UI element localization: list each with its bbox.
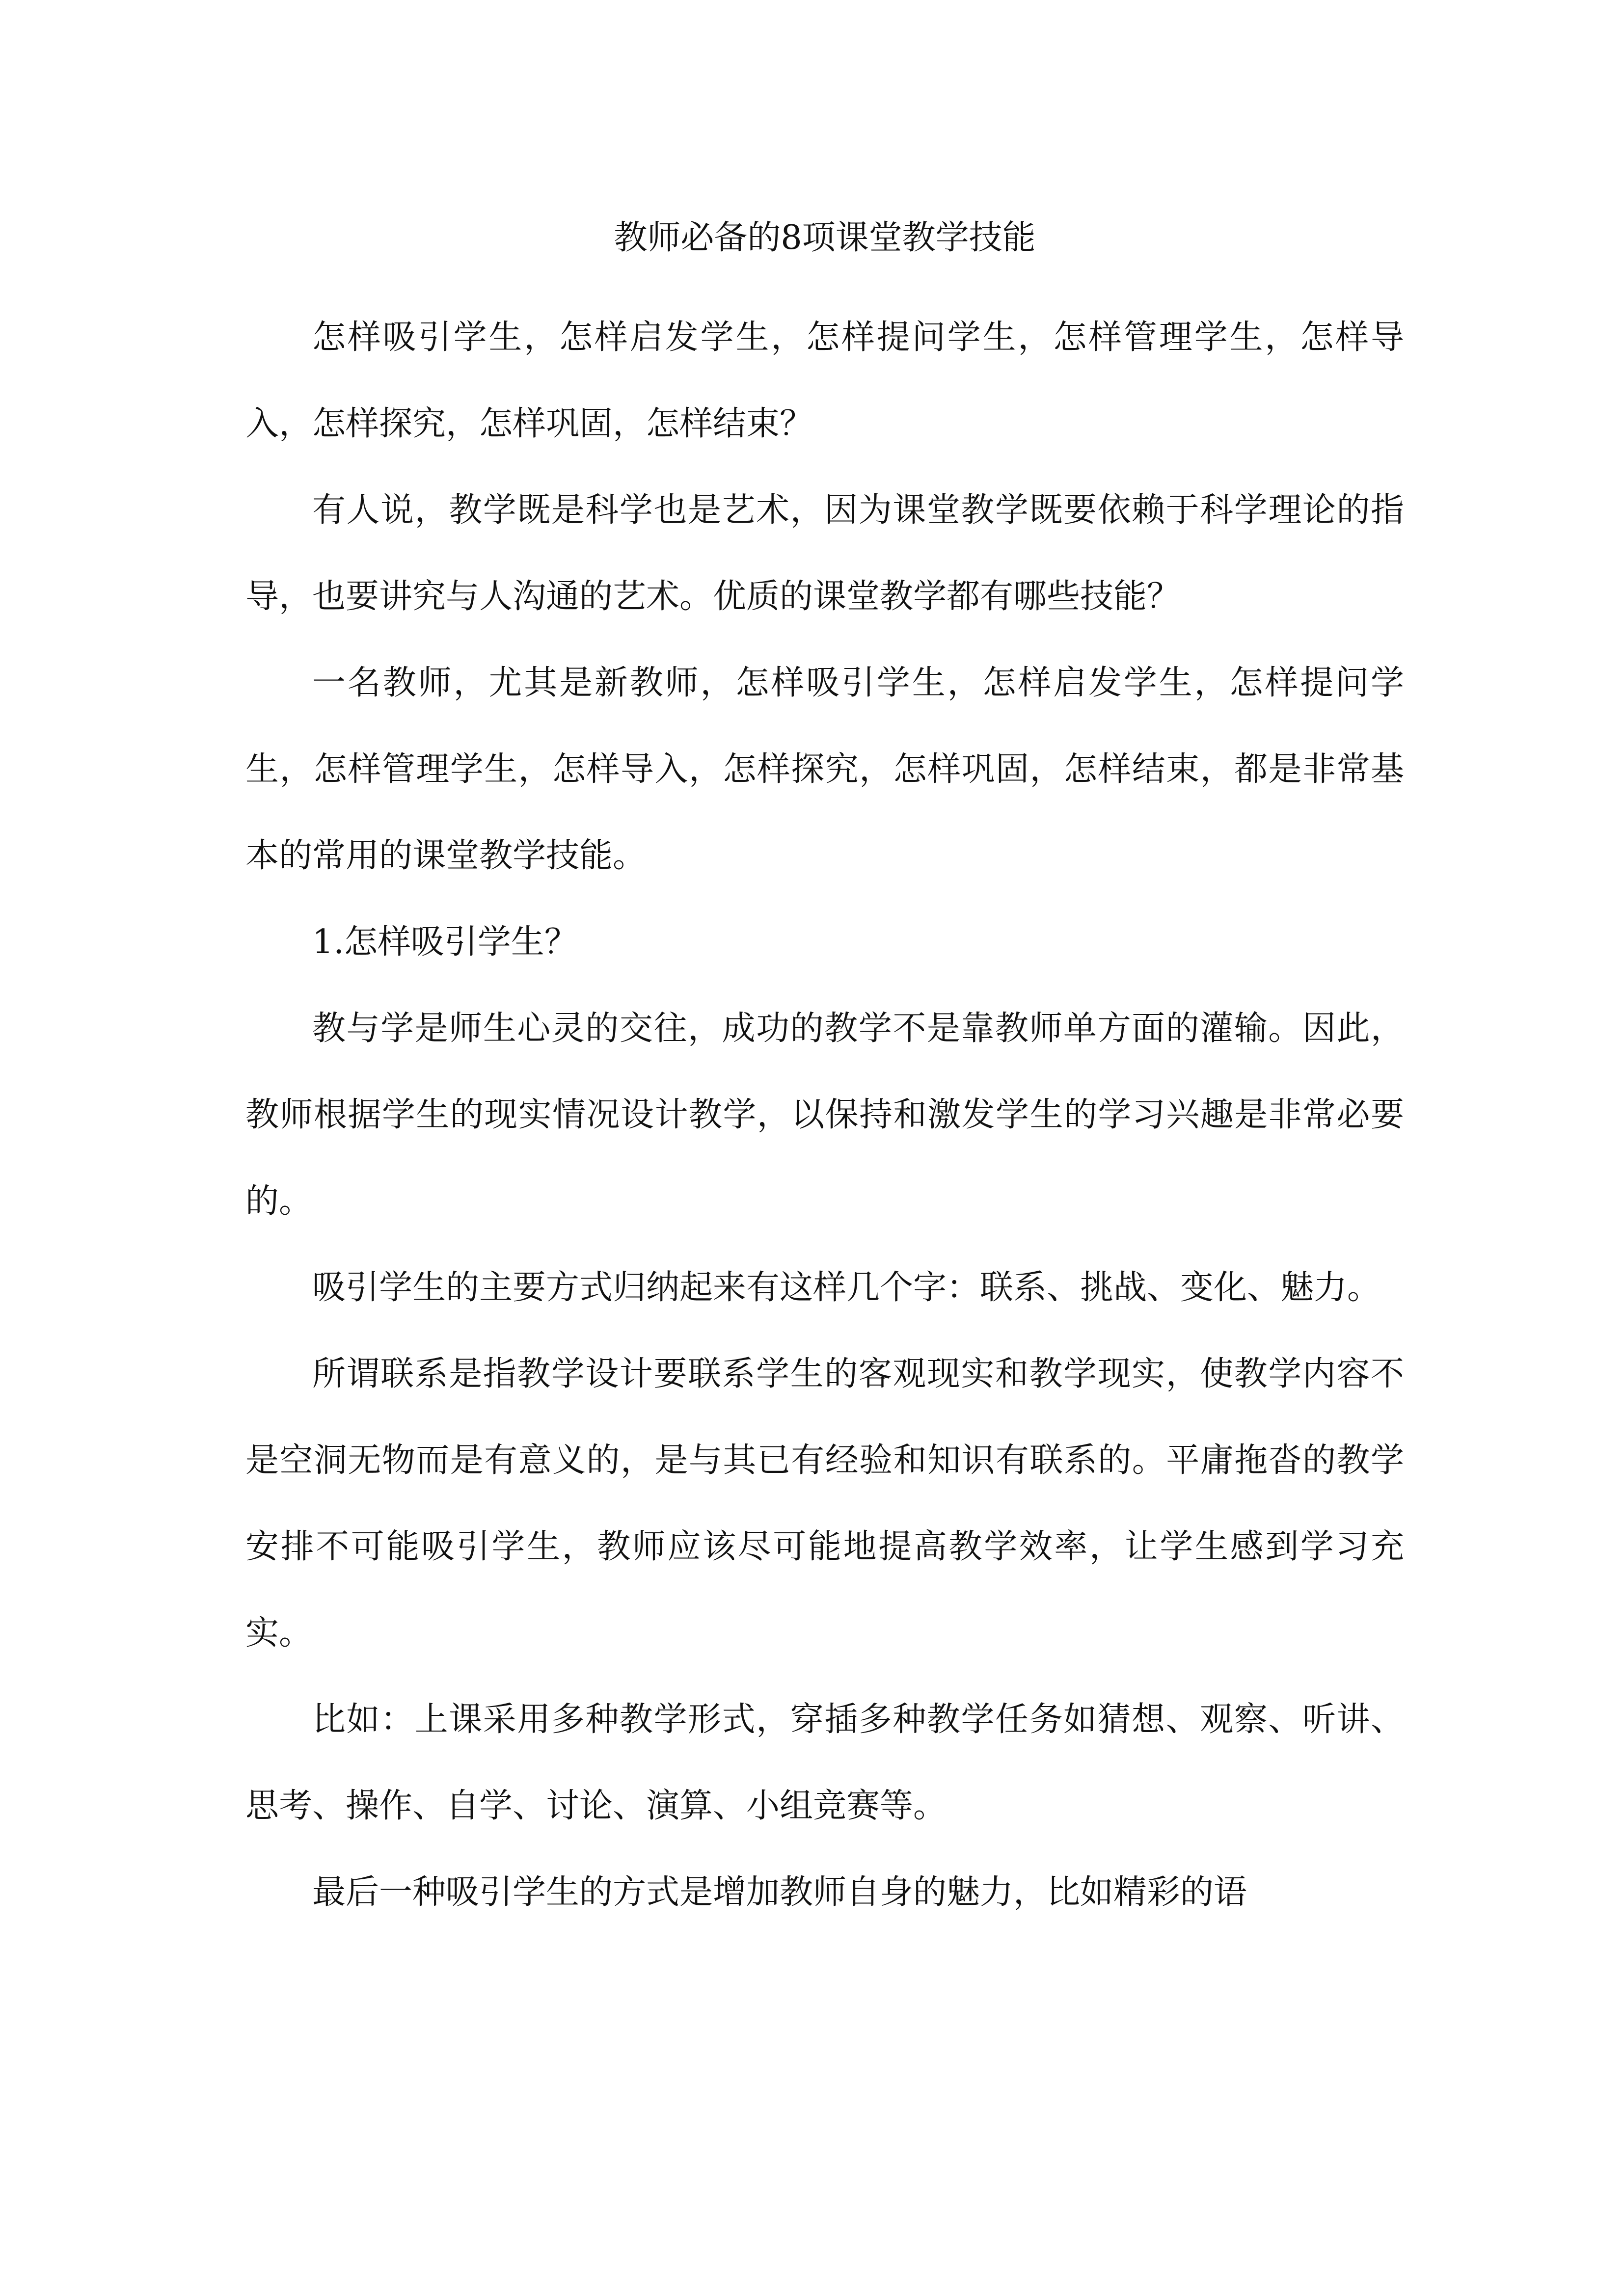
paragraph-science-art: 有人说，教学既是科学也是艺术，因为课堂教学既要依赖于科学理论的指导，也要讲究与人沟通的艺术。优质的课堂教学都有哪些技能？ [245,491,1404,616]
paragraph-attract-methods: 吸引学生的主要方式归纳起来有这样几个字：联系、挑战、变化、魅力。 [312,1268,1381,1307]
paragraph-teaching-interaction: 教与学是师生心灵的交往，成功的教学不是靠教师单方面的灌输。因此，教师根据学生的现实情况设计教学，以保持和激发学生的学习兴趣是非常必要的。 [245,1009,1404,1221]
paragraph-connection: 所谓联系是指教学设计要联系学生的客观现实和教学现实，使教学内容不是空洞无物而是有意义的，是与其已有经验和知识有联系的。平庸拖沓的教学安排不可能吸引学生，教师应该尽可能地提高教学效率，让学生感到学习充实。 [245,1355,1404,1653]
section-heading-attract-students: 1.怎样吸引学生？ [312,923,578,961]
document-title: 教师必备的8项课堂教学技能 [614,218,1036,257]
paragraph-new-teacher: 一名教师，尤其是新教师，怎样吸引学生，怎样启发学生，怎样提问学生，怎样管理学生，怎样导入，怎样探究，怎样巩固，怎样结束，都是非常基本的常用的课堂教学技能。 [245,664,1404,875]
paragraph-intro-questions: 怎样吸引学生，怎样启发学生，怎样提问学生，怎样管理学生，怎样导入，怎样探究，怎样巩固，怎样结束？ [245,318,1404,443]
paragraph-teacher-charm: 最后一种吸引学生的方式是增加教师自身的魅力，比如精彩的语 [312,1873,1247,1912]
document-body [245,206,1404,1936]
paragraph-example: 比如：上课采用多种教学形式，穿插多种教学任务如猜想、观察、听讲、思考、操作、自学、讨论、演算、小组竞赛等。 [245,1700,1404,1825]
